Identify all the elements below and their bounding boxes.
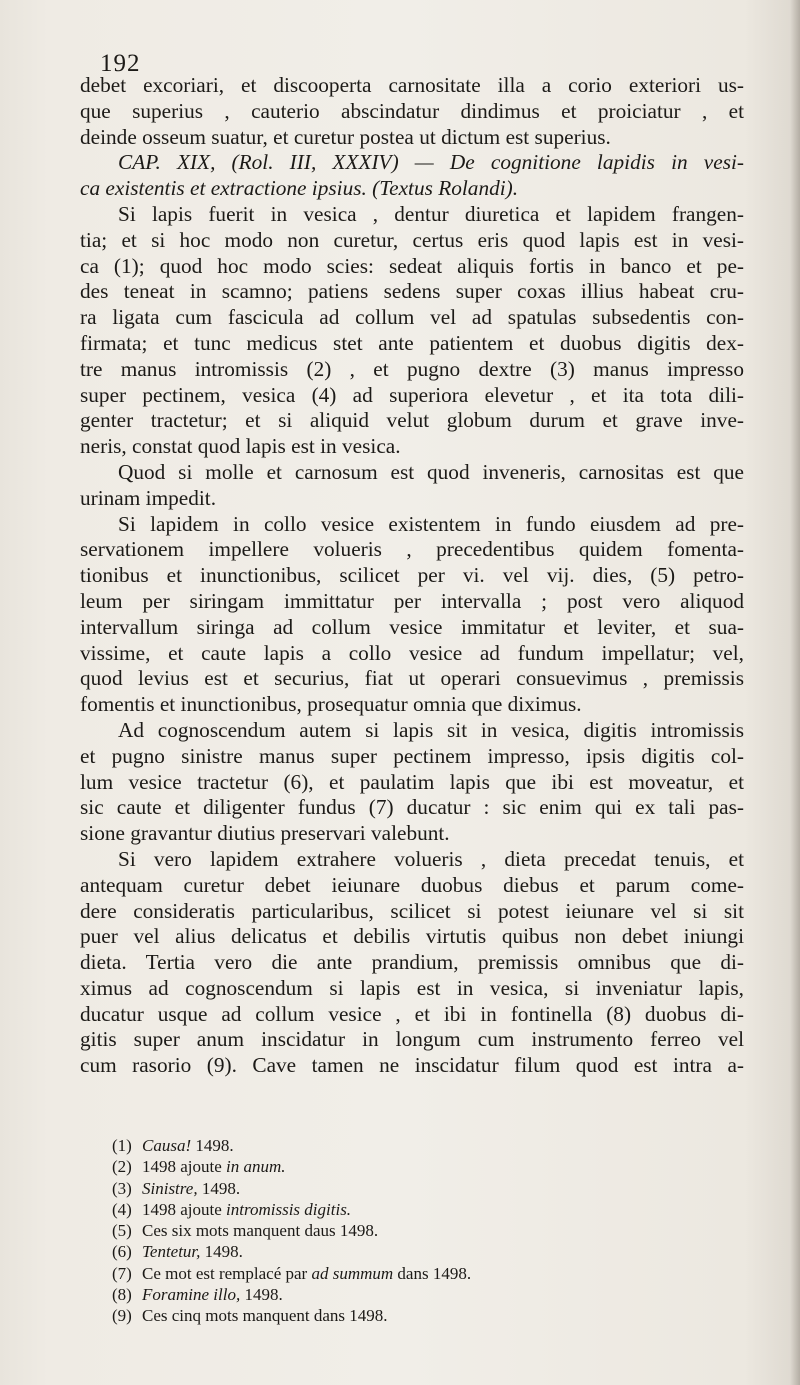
footnote [112,1220,672,1241]
footnote-text [142,1242,243,1261]
text-line: dieta. Tertia vero die ante prandium, premissis omnibus que di- [80,950,744,975]
footnote [112,1305,672,1326]
footnote-text-italic: ad summum [311,1263,394,1283]
footnote-text-italic: in anum. [226,1157,286,1177]
text-line: sione gravantur diutius preservari valebunt. [80,821,450,846]
text-line: super pectinem, vesica (4) ad superiora elevetur , et ita tota dili- [80,382,744,407]
text-line: quod levius est et securius, fiat ut operari consuevimus , premissis [80,666,744,691]
footnote [112,1156,672,1177]
text-line: Si lapidem in collo vesice existentem in fundo eiusdem ad pre- [118,511,744,536]
text-line: servationem impellere volueris , precedentibus quidem fomenta- [80,537,744,562]
text-line: intervallum siringa ad collum vesice immitatur et leviter, et sua- [80,614,744,639]
footnote [112,1178,672,1199]
text-line: antequam curetur debet ieiunare duobus diebus et parum come- [80,872,744,897]
footnote-text-roman: Ce mot est remplacé par [142,1263,312,1283]
text-line: ca existentis et extractione ipsius. (Textus Rolandi). [80,176,519,201]
footnote [112,1135,672,1156]
footnote-text [142,1136,234,1155]
footnote-number: (4) [112,1199,132,1219]
text-line: Ad cognoscendum autem si lapis sit in vesica, digitis intromissis [118,717,744,742]
footnote-text [142,1306,388,1325]
text-line: debet excoriari, et discooperta carnositate illa a corio exteriori us- [80,73,744,97]
text-line: ducatur usque ad collum vesice , et ibi in fontinella (8) duobus di- [80,1001,744,1026]
footnote-text-italic: Causa! [142,1136,192,1155]
text-line: deinde osseum suatur, et curetur postea ut dictum est superius. [80,124,611,149]
text-line: puer vel alius delicatus et debilis virtutis quibus non debet iniungi [80,924,744,949]
text-line: Quod si molle et carnosum est quod inveneris, carnositas est que [118,459,744,484]
footnote-number: (9) [112,1306,132,1326]
text-line: genter tractetur; et si aliquid velut globum durum et grave inve- [80,408,744,433]
footnote-text [142,1285,283,1304]
text-line: ca (1); quod hoc modo scies: sedeat aliquis fortis in banco et pe- [80,253,744,278]
text-line: Si vero lapidem extrahere volueris , dieta precedat tenuis, et [118,846,744,871]
text-line: cum rasorio (9). Cave tamen ne inscidatur filum quod est intra a- [80,1053,744,1078]
footnotes [112,1135,672,1327]
text-line: vissime, et caute lapis a collo vesice ad fundum impellatur; vel, [80,640,744,665]
text-line: fomentis et inunctionibus, prosequatur omnia que diximus. [80,692,582,717]
footnote-text-roman: 1498 ajoute [142,1199,227,1219]
text-line: tre manus intromissis (2) , et pugno dextre (3) manus impresso [80,356,744,381]
footnote-text-rest: 1498. [200,1242,243,1262]
footnote-text-roman: Ces cinq mots manquent dans 1498. [142,1306,388,1326]
text-line: gitis super anum inscidatur in longum cum instrumento ferreo vel [80,1027,744,1052]
footnote-number: (8) [112,1285,132,1305]
footnote [112,1263,672,1284]
footnote [112,1199,672,1220]
text-line: et pugno sinistre manus super pectinem impresso, ipsis digitis col- [80,743,744,768]
page-number: 192 [100,50,141,77]
footnote-text-rest: 1498. [240,1285,283,1305]
text-line: leum per siringam immittatur per intervalla ; post vero aliquod [80,588,744,613]
text-line: urinam impedit. [80,485,217,510]
footnote-number: (3) [112,1178,132,1198]
footnote-text-rest: 1498. [197,1178,241,1198]
footnote-text-italic: Sinistre, [142,1178,198,1198]
text-line: Si lapis fuerit in vesica , dentur diuretica et lapidem frangen- [118,201,744,226]
footnote-number: (6) [112,1242,132,1262]
footnote-text-roman: Ces six mots manquent daus 1498. [142,1221,379,1241]
footnote-text [142,1157,286,1176]
text-line: que superius , cauterio abscindatur dindimus et proiciatur , et [80,98,744,123]
footnote [112,1284,672,1305]
text-line: ximus ad cognoscendum si lapis est in vesica, si inveniatur lapis, [80,975,744,1000]
footnote-text-italic: intromissis digitis. [226,1199,352,1219]
text-line: lum vesice tractetur (6), et paulatim lapis que ibi est moveatur, et [80,769,744,794]
footnote-text-rest: 1498. [191,1136,234,1155]
text-line: tionibus et inunctionibus, scilicet per vi. vel vij. dies, (5) petro- [80,563,744,588]
body-text [80,73,744,1079]
footnote-text-italic: Tentetur, [142,1242,201,1262]
footnote-text [142,1264,471,1283]
text-line: ra ligata cum fascicula ad collum vel ad spatulas subsedentis con- [80,305,744,330]
text-line: tia; et si hoc modo non curetur, certus eris quod lapis est in vesi- [80,227,744,252]
footnote-text [142,1200,351,1219]
footnote-text [142,1221,378,1240]
text-line: neris, constat quod lapis est in vesica. [80,434,401,459]
footnote-text-rest: dans 1498. [393,1263,472,1283]
footnote-number: (1) [112,1136,132,1155]
footnote-number: (7) [112,1263,132,1283]
footnote-number: (2) [112,1157,132,1177]
text-line: des teneat in scamno; patiens sedens super coxas illius habeat cru- [80,279,744,304]
text-line: CAP. XIX, (Rol. III, XXXIV) — De cognitione lapidis in vesi- [118,150,744,175]
footnote-number: (5) [112,1221,132,1241]
footnote [112,1241,672,1262]
footnote-text-roman: 1498 ajoute [142,1157,227,1177]
text-line: sic caute et diligenter fundus (7) ducatur : sic enim qui ex tali pas- [80,795,744,820]
text-line: dere consideratis particularibus, scilicet si potest ieiunare vel si sit [80,898,744,923]
page-edge-shadow [790,0,800,1385]
text-line: firmata; et tunc medicus stet ante patientem et duobus digitis dex- [80,330,744,355]
footnote-text-italic: Foramine illo, [142,1285,241,1305]
footnote-text [142,1179,240,1198]
